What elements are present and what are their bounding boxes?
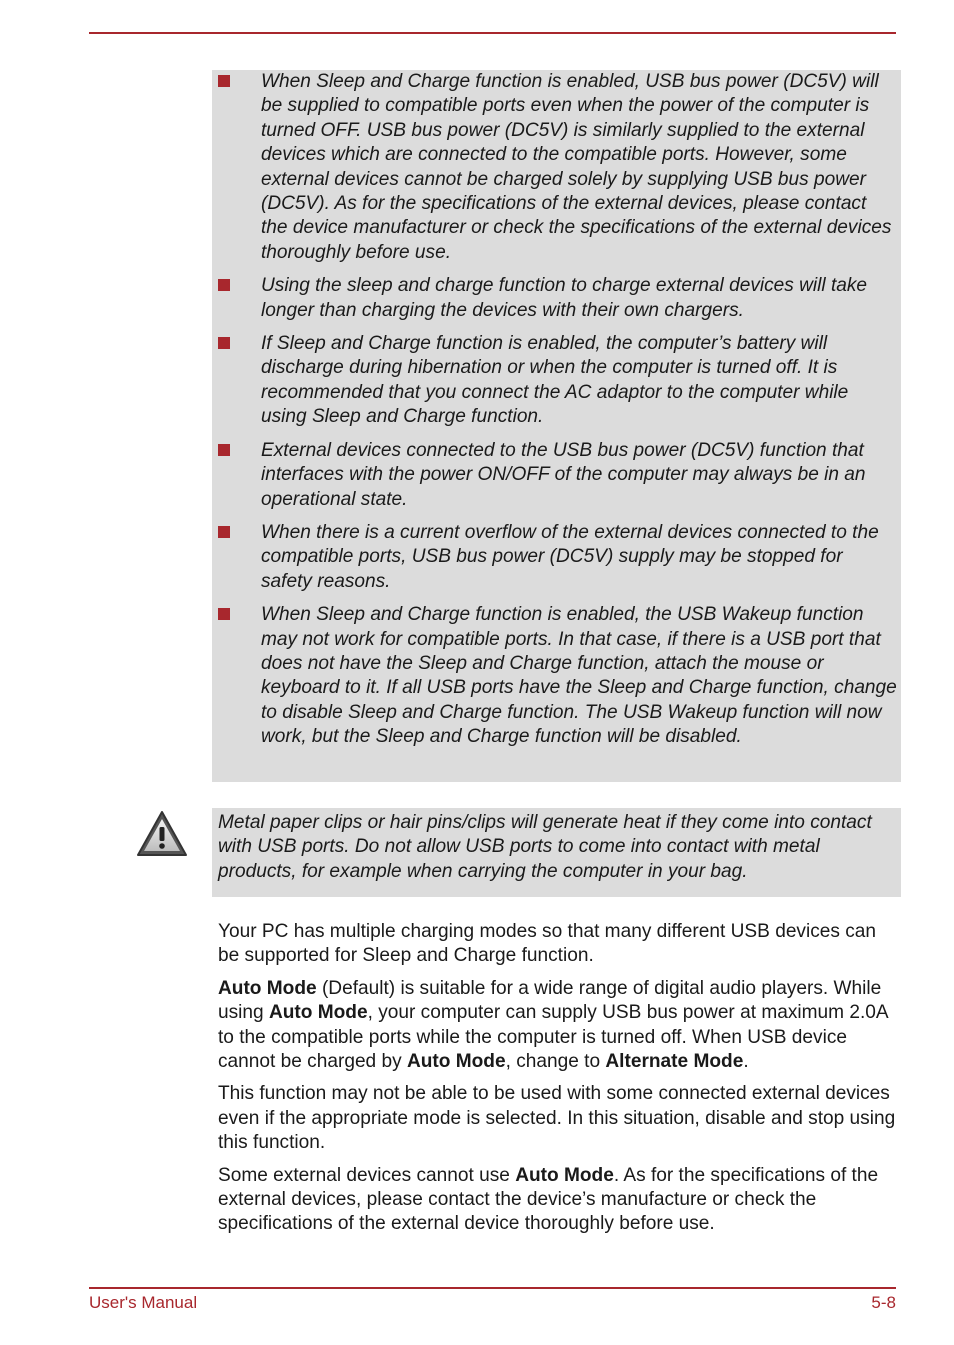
bullet-square-icon: [218, 279, 230, 291]
footer-rule: [89, 1287, 896, 1289]
note-item: [212, 603, 897, 749]
note-text: When Sleep and Charge function is enabled, USB bus power (DC5V) will be supplied to compatible ports even when the power of the computer is turned OFF. USB bus power (DC5V) is similarly supplied to the external devices which are connected to the compatible ports. However, some external devices cannot be charged solely by supplying USB bus power (DC5V). As for the specifications of the external devices, please contact the device manufacturer or check the specifications of the external devices thoroughly before use.: [261, 71, 892, 263]
bullet-square-icon: [218, 337, 230, 349]
text-span: Some external devices cannot use: [218, 1164, 516, 1186]
warning-text: Metal paper clips or hair pins/clips will generate heat if they come into contact with USB ports. Do not allow USB ports to come into contact with metal products, for example when carrying the computer in your bag.: [218, 812, 872, 882]
paragraph-intro: Your PC has multiple charging modes so that many different USB devices can be supported for Sleep and Charge function.: [218, 921, 877, 967]
term-auto-mode: Auto Mode: [406, 1051, 506, 1073]
bullet-square-icon: [218, 444, 230, 456]
note-text: When there is a current overflow of the external devices connected to the compatible ports, USB bus power (DC5V) supply may be stopped for safety reasons.: [261, 521, 879, 592]
note-list: [212, 70, 897, 759]
text-span: , your computer can supply USB bus power at maximum 2.0A to the compatible ports while the computer is turned off. When USB device cannot be charged by: [218, 1002, 888, 1073]
bullet-square-icon: [218, 608, 230, 620]
paragraph-auto-mode: [218, 977, 898, 1075]
paragraph-limitation: This function may not be able to be used with some connected external devices even if the appropriate mode is selected. In this situation, disable and stop using this function.: [218, 1083, 896, 1154]
warning-triangle-icon: [136, 810, 188, 858]
note-text: If Sleep and Charge function is enabled, the computer’s battery will discharge during hibernation or when the computer is turned off. It is recommended that you connect the AC adaptor to the computer while using Sleep and Charge function.: [261, 333, 849, 428]
text-span: .: [743, 1051, 749, 1073]
warning-box: [212, 808, 901, 897]
text-span: (Default) is suitable for a wide range of digital audio players. While using: [218, 977, 882, 1024]
note-text: External devices connected to the USB bus power (DC5V) function that interfaces with the power ON/OFF of the computer may always be in an operational state.: [261, 439, 866, 510]
note-item: [212, 70, 897, 265]
bullet-square-icon: [218, 75, 230, 87]
note-box: [212, 70, 901, 782]
term-alternate-mode: Alternate Mode: [605, 1051, 744, 1073]
footer-page-number: 5-8: [871, 1293, 896, 1312]
note-item: [212, 439, 897, 512]
note-item: [212, 274, 897, 323]
paragraph-specifications: [218, 1164, 898, 1237]
term-auto-mode: Auto Mode: [515, 1164, 614, 1186]
footer-manual-title: User's Manual: [89, 1293, 198, 1312]
bullet-square-icon: [218, 526, 230, 538]
text-span: , change to: [505, 1051, 606, 1073]
term-auto-mode: Auto Mode: [218, 977, 317, 999]
body-text: [218, 920, 898, 1245]
note-item: [212, 332, 897, 430]
note-text: Using the sleep and charge function to charge external devices will take longer than charging the devices with their own chargers.: [261, 275, 868, 321]
term-auto-mode: Auto Mode: [268, 1002, 368, 1024]
note-item: [212, 521, 897, 594]
text-span: . As for the specifications of the external devices, please contact the device’s manufacture or check the specifications of the external device thoroughly before use.: [218, 1164, 879, 1235]
header-rule: [89, 32, 896, 34]
note-text: When Sleep and Charge function is enabled, the USB Wakeup function may not work for compatible ports. In that case, if there is a USB port that does not have the Sleep and Charge function, attach the mouse or keyboard to it. If all USB ports have the Sleep and Charge function, change to disable Sleep and Charge function. The USB Wakeup function will now work, but the Sleep and Charge function will be disabled.: [261, 604, 897, 748]
